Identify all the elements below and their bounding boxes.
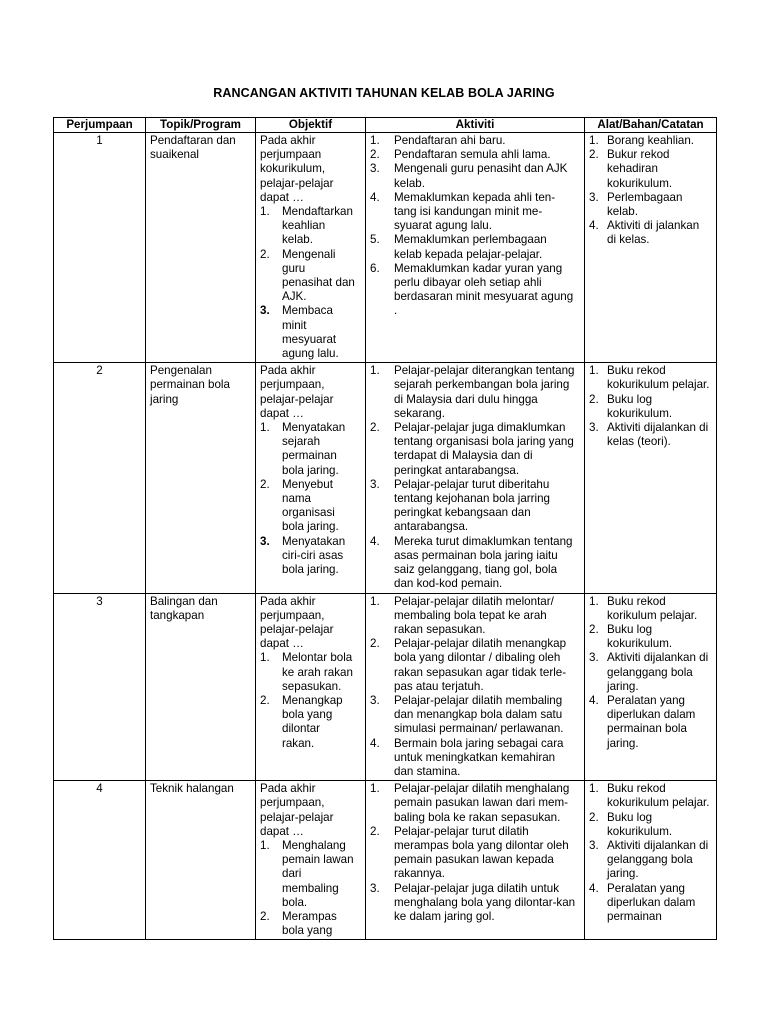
header-perjumpaan: Perjumpaan — [54, 118, 146, 133]
objektif-intro: Pada akhir perjumpaan, pelajar-pelajar dapat … — [260, 782, 334, 838]
list-item: 1. Menghalang pemain lawan dari membaling bola. — [260, 838, 354, 909]
list-item: 4. Peralatan yang diperlukan dalam permainan — [589, 881, 696, 923]
objektif-cell — [256, 781, 366, 940]
table-row — [54, 593, 717, 781]
list-item: 2. Mengenali guru penasihat dan AJK. — [260, 247, 355, 304]
aktiviti-cell — [366, 133, 585, 363]
aktiviti-cell — [366, 593, 585, 781]
objektif-cell — [256, 363, 366, 593]
objektif-cell — [256, 133, 366, 363]
list-item: 3. Aktiviti dijalankan di gelanggang bola jaring. — [589, 651, 709, 693]
list-item: 2. Menyebut nama organisasi bola jaring. — [260, 477, 339, 534]
row-number: 4 — [54, 781, 146, 940]
list-item: 5. Memaklumkan perlembagaan kelab kepada pelajar-pelajar. — [370, 233, 547, 261]
row-number: 2 — [54, 363, 146, 593]
list-item: 3. Membaca minit mesyuarat agung lalu. — [260, 304, 339, 361]
header-objektif: Objektif — [256, 118, 366, 133]
header-aktiviti: Aktiviti — [366, 118, 585, 133]
activity-plan-table — [53, 117, 717, 940]
list-item: 1. Borang keahlian. — [589, 134, 695, 147]
topik-cell: Pendaftaran dan suaikenal — [146, 133, 256, 363]
list-item: 1. Melontar bola ke arah rakan sepasukan. — [260, 651, 353, 693]
header-alat: Alat/Bahan/Catatan — [585, 118, 717, 133]
list-item: 6. Memaklumkan kadar yuran yang perlu dibayar oleh setiap ahli berdasaran minit mesyuarat agung . — [370, 261, 574, 318]
alat-cell — [585, 781, 717, 940]
objektif-intro: Pada akhir perjumpaan, pelajar-pelajar dapat … — [260, 364, 334, 420]
list-item: 3. Aktiviti dijalankan di kelas (teori). — [589, 421, 709, 449]
alat-cell — [585, 593, 717, 781]
objektif-intro: Pada akhir perjumpaan, pelajar-pelajar dapat … — [260, 594, 334, 651]
objektif-cell — [256, 593, 366, 781]
list-item: 1. Buku rekod kokurikulum pelajar. — [589, 782, 710, 810]
topik-cell: Pengenalan permainan bola jaring — [146, 363, 256, 593]
list-item: 1. Pendaftaran ahi baru. — [370, 134, 506, 147]
list-item: 4. Peralatan yang diperlukan dalam permainan bola jaring. — [589, 693, 696, 750]
list-item: 2. Pendaftaran semula ahli lama. — [370, 148, 551, 162]
aktiviti-cell — [366, 363, 585, 593]
topik-cell: Teknik halangan — [146, 781, 256, 940]
list-item: 1. Pelajar-pelajar dilatih menghalang pemain pasukan lawan dari mem-baling bola ke rakan sepasukan. — [370, 782, 570, 824]
list-item: 4. Bermain bola jaring sebagai cara untuk meningkatkan kemahiran dan stamina. — [370, 736, 564, 778]
header-row — [54, 118, 717, 133]
list-item: 1. Buku rekod korikulum pelajar. — [589, 594, 698, 622]
list-item: 4. Aktiviti di jalankan di kelas. — [589, 219, 700, 247]
list-item: 1. Pelajar-pelajar diterangkan tentang sejarah perkembangan bola jaring di Malaysia dari dulu hingga sekarang. — [370, 364, 575, 420]
list-item: 2. Buku log kokurikulum. — [589, 622, 673, 651]
list-item: 2. Pelajar-pelajar juga dimaklumkan tentang organisasi bola jaring yang terdapat di Malaysia dan di peringkat antarabangsa. — [370, 421, 574, 477]
list-item: 1. Buku rekod kokurikulum pelajar. — [589, 364, 710, 392]
table-row — [54, 133, 717, 363]
list-item: 2. Buku log kokurikulum. — [589, 392, 673, 420]
list-item: 2. Pelajar-pelajar turut dilatih merampas bola yang dilontar oleh pemain pasukan lawan kepada rakannya. — [370, 824, 569, 881]
document-title: RANCANGAN AKTIVITI TAHUNAN KELAB BOLA JARING — [213, 86, 555, 100]
list-item: 2. Menangkap bola yang dilontar rakan. — [260, 693, 343, 750]
row-number: 1 — [54, 133, 146, 363]
list-item: 4. Mereka turut dimaklumkan tentang asas permainan bola jaring iaitu saiz gelanggang, tiang gol, bola dan kod-kod pemain. — [370, 534, 573, 591]
list-item: 2. Pelajar-pelajar dilatih menangkap bola yang dilontar / dibaling oleh rakan sepasukan agar tidak terle-pas atau terjatuh. — [370, 637, 567, 693]
list-item: 3. Pelajar-pelajar juga dilatih untuk menghalang bola yang dilontar-kan ke dalam jaring gol. — [370, 881, 576, 923]
alat-cell — [585, 363, 717, 593]
list-item: 1. Pelajar-pelajar dilatih melontar/ membaling bola tepat ke arah rakan sepasukan. — [370, 594, 554, 636]
table-row — [54, 363, 717, 593]
list-item: 2. Merampas bola yang — [260, 909, 337, 938]
topik-cell: Balingan dan tangkapan — [146, 593, 256, 781]
list-item: 1. Menyatakan sejarah permainan bola jaring. — [260, 421, 346, 477]
list-item: 3. Aktiviti dijalankan di gelanggang bola jaring. — [589, 838, 709, 881]
list-item: 3. Mengenali guru penasiht dan AJK kelab. — [370, 162, 568, 190]
list-item: 1. Mendaftarkan keahlian kelab. — [260, 205, 353, 247]
list-item: 2. Bukur rekod kehadiran kokurikulum. — [589, 148, 673, 190]
list-item: 4. Memaklumkan kepada ahli ten-tang isi kandungan minit me-syuarat agung lalu. — [370, 190, 556, 233]
aktiviti-cell — [366, 781, 585, 940]
list-item: 3. Pelajar-pelajar turut diberitahu tentang kejohanan bola jarring peringkat kebangsaan dan antarabangsa. — [370, 477, 550, 534]
list-item: 3. Pelajar-pelajar dilatih membaling dan menangkap bola dalam satu simulasi permainan/ perlawanan. — [370, 693, 564, 736]
list-item: 3. Menyatakan ciri-ciri asas bola jaring. — [260, 534, 346, 577]
row-number: 3 — [54, 593, 146, 781]
list-item: 2. Buku log kokurikulum. — [589, 810, 673, 838]
objektif-intro: Pada akhir perjumpaan kokurikulum, pelajar-pelajar dapat … — [260, 134, 334, 204]
header-topik: Topik/Program — [146, 118, 256, 133]
alat-cell — [585, 133, 717, 363]
table-row — [54, 781, 717, 940]
list-item: 3. Perlembagaan kelab. — [589, 190, 683, 219]
